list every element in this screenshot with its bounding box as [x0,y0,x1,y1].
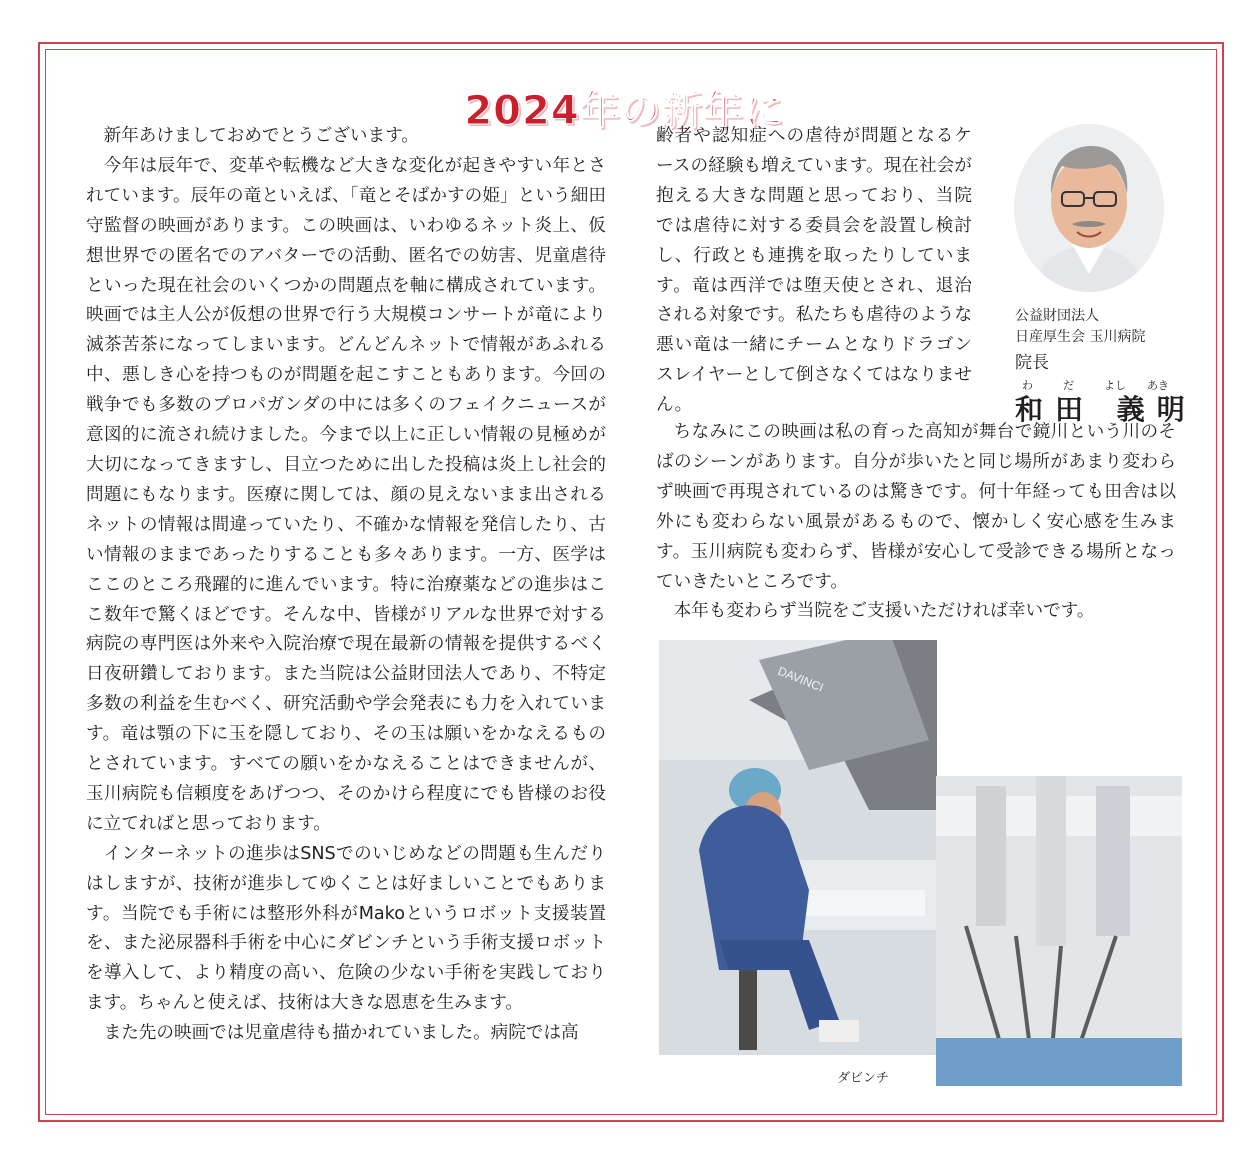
paragraph-abuse-cont: 齢者や認知症への虐待が問題となるケースの経験も増えています。現在社会が抱える大きな問題と思っており、当院では虐待に対する委員会を設置し検討し、行政とも連携を取ったりしています。竜は西洋では堕天使とされ、退治される対象です。私たちも虐待のような悪い竜は一緒にチームとなりドラゴンスレイヤーとして倒さなくてはなりません。 [656,126,972,416]
paragraph-kochi: ちなみにこの映画は私の育った高知が舞台で鏡川という川のそばのシーンがあります。自分が歩いたと同じ場所があまり変わらず映画で再現されているのは驚きです。何十年経っても田舎は以外にも変わらない風景があるもので、懐かしく安心感を生みます。玉川病院も変わらず、皆様が安心して受診できる場所となっていきたいところです。 [656,422,1176,592]
author-role: 院長 [1015,353,1049,373]
author-organization-2: 日産厚生会 玉川病院 [1015,329,1146,345]
portrait-illustration [1014,124,1164,292]
left-column [86,122,606,1049]
photo-caption: ダビンチ [837,1071,890,1086]
robot-arms-illustration [936,776,1182,1086]
paragraph-dragon-year: 今年は辰年で、変革や転機など大きな変化が起きやすい年とされています。辰年の竜といえば、「竜とそばかすの姫」という細田守監督の映画があります。この映画は、いわゆるネット炎上、仮想世界での匿名でのアバターでの活動、匿名での妨害、児童虐待といった現在社会のいくつかの問題点を軸に構成されています。映画では主人公が仮想の世界で行う大規模コンサートが竜により滅茶苦茶になってしまいます。どんどんネットで情報があふれる中、悪しき心を持つものが問題を起こすこともあります。今回の戦争でも多数のプロパガンダの中には多くのフェイクニュースが意図的に流され続けました。今まで以上に正しい情報の見極めが大切になってきますし、目立つために出した投稿は炎上し社会的問題にもなります。医療に関しては、顔の見えないまま出されるネットの情報は間違っていたり、不確かな情報を発信したり、古い情報のままであったりすることも多々あります。一方、医学はここのところ飛躍的に進んでいます。特に治療薬などの進歩はここ数年で驚くほどです。そんな中、皆様がリアルな世界で対する病院の専門医は外来や入院治療で現在最新の情報を提供するべく日夜研鑽しております。また当院は公益財団法人であり、不特定多数の利益を生むべく、研究活動や学会発表にも力を入れています。竜は顎の下に玉を隠しており、その玉は願いをかなえるものとされています。すべての願いをかなえることはできませんが、玉川病院も信頼度をあげつつ、そのかけら程度にでも皆様のお役に立てればと思っております。 [86,155,606,834]
paragraph-greeting: 新年あけましておめでとうございます。 [103,126,419,146]
paragraph-technology: インターネットの進歩はSNSでのいじめなどの問題も生んだりはしますが、技術が進歩してゆくことは好ましいことでもあります。当院でも手術には整形外科がMakoというロボット支援装置を、また泌尿器科手術を中心にダビンチという手術支援ロボットを導入して、より精度の高い、危険の少ない手術を実践しております。ちゃんと使えば、技術は大きな恩恵を生みます。 [86,843,606,1014]
paragraph-closing: 本年も変わらず当院をご支援いただければ幸いです。 [673,601,1095,622]
name-ruby-2: だ [1063,379,1074,392]
name-ruby-4: あき [1147,379,1169,392]
davinci-label: DAVINCI [775,663,826,695]
page-title: 2024年の新年に [464,87,785,134]
surgeon-console-photo [659,640,937,1055]
author-name: 和田 義明 [1015,393,1197,426]
author-organization-1: 公益財団法人 [1015,308,1099,324]
kochi-paragraph-wrap [656,418,1176,627]
director-portrait [1014,124,1164,292]
name-ruby-1: わ [1022,379,1033,392]
right-column [656,122,972,421]
robot-arms-photo [936,776,1182,1086]
surgeon-console-illustration [659,640,937,1055]
name-ruby-3: よし [1104,379,1126,392]
paragraph-abuse-start: また先の映画では児童虐待も描かれていました。病院では高 [103,1023,579,1044]
